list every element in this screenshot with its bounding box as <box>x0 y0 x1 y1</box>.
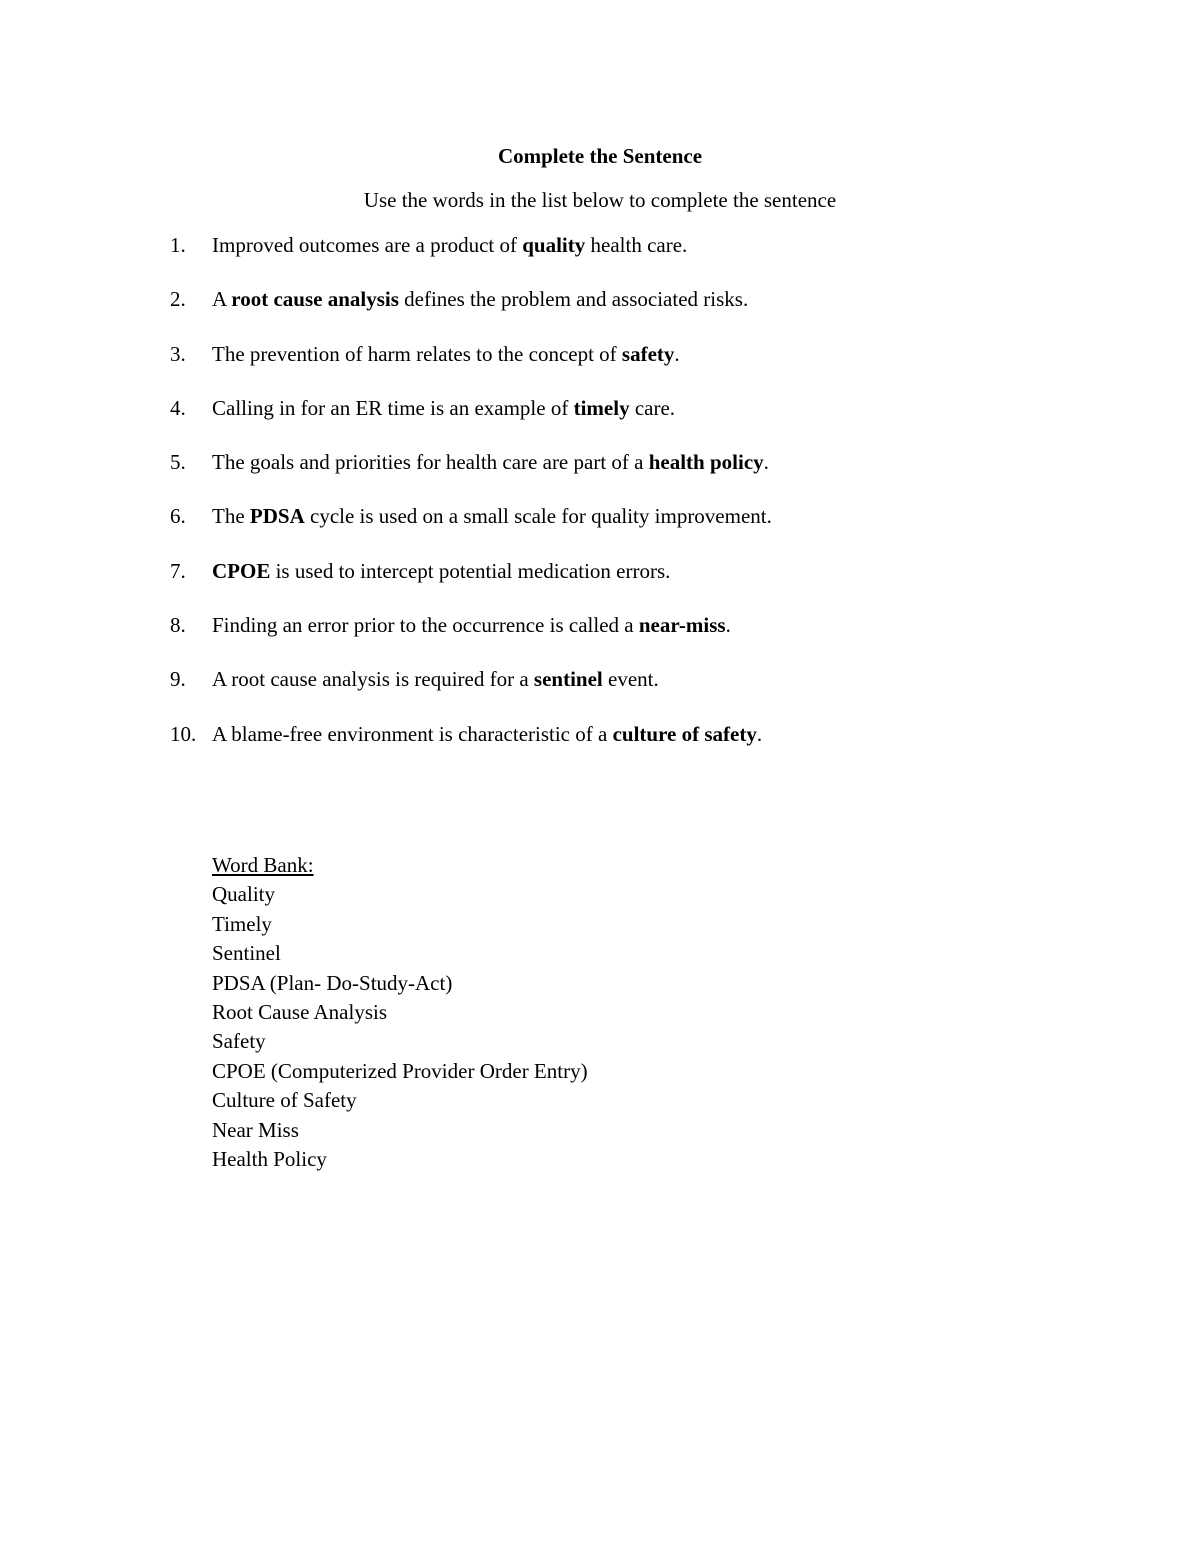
question-number: 3. <box>170 341 186 366</box>
question-text <box>212 449 769 475</box>
word-bank-item: PDSA (Plan- Do-Study-Act) <box>212 970 453 995</box>
question-text-after: defines the problem and associated risks. <box>398 287 749 312</box>
question-text-after: care. <box>629 395 676 420</box>
answer-term: sentinel <box>533 667 603 692</box>
question-text-after: event. <box>602 667 659 692</box>
question-item <box>170 449 1070 503</box>
question-item <box>170 232 1070 286</box>
question-text-before: Improved outcomes are a product of <box>212 233 523 257</box>
question-item <box>170 721 1070 775</box>
word-bank-item: CPOE (Computerized Provider Order Entry) <box>212 1058 588 1083</box>
instructions: Use the words in the list below to complete the sentence <box>363 188 837 212</box>
question-text-after: health care. <box>585 233 688 257</box>
answer-term: near-miss <box>638 613 726 638</box>
question-text <box>212 666 659 692</box>
question-text-after: . <box>756 721 763 746</box>
question-list <box>170 232 1070 775</box>
question-number: 2. <box>170 287 186 312</box>
question-item <box>170 341 1070 395</box>
question-text-before: The prevention of harm relates to the concept of <box>212 341 622 366</box>
word-bank-item: Quality <box>212 882 275 907</box>
question-text-after: is used to intercept potential medication errors. <box>270 558 671 583</box>
question-number: 10. <box>170 721 197 746</box>
question-text <box>212 503 772 529</box>
answer-term: quality <box>522 233 586 257</box>
question-text <box>212 232 687 258</box>
question-text-after: . <box>763 450 769 475</box>
word-bank-item: Root Cause Analysis <box>212 1000 388 1025</box>
answer-term: root cause analysis <box>231 287 399 312</box>
answer-term: CPOE <box>212 558 271 583</box>
question-text-after: . <box>674 341 680 366</box>
question-item <box>170 286 1070 340</box>
question-number: 1. <box>170 233 186 257</box>
answer-term: health policy <box>648 450 764 475</box>
question-item <box>170 666 1070 720</box>
question-item <box>170 558 1070 612</box>
question-number: 7. <box>170 558 186 583</box>
question-text-before: Finding an error prior to the occurrence is called a <box>212 613 639 638</box>
question-number: 6. <box>170 504 186 529</box>
word-bank-item: Sentinel <box>212 941 281 966</box>
word-bank-item: Culture of Safety <box>212 1088 357 1113</box>
word-bank-item: Near Miss <box>212 1117 299 1142</box>
question-text-before: A blame-free environment is characteristic of a <box>212 721 613 746</box>
question-text-before: The goals and priorities for health care are part of a <box>212 450 649 475</box>
answer-term: safety <box>621 341 675 366</box>
word-bank-list <box>212 880 588 1174</box>
page-title: Complete the Sentence <box>497 144 703 168</box>
question-text <box>212 721 762 747</box>
question-item <box>170 612 1070 666</box>
answer-term: culture of safety <box>612 721 757 746</box>
question-text <box>212 558 670 584</box>
question-text <box>212 612 731 638</box>
question-text-before: Calling in for an ER time is an example of <box>212 395 574 420</box>
question-number: 4. <box>170 395 186 420</box>
word-bank-item: Health Policy <box>212 1147 327 1172</box>
answer-term: PDSA <box>249 504 305 529</box>
word-bank-heading: Word Bank: <box>212 853 314 877</box>
word-bank-item: Timely <box>212 911 272 936</box>
word-bank <box>212 851 588 1174</box>
word-bank-item: Safety <box>212 1029 266 1054</box>
question-text-before: The <box>212 504 250 529</box>
question-item <box>170 395 1070 449</box>
question-text <box>212 341 680 367</box>
question-number: 8. <box>170 613 186 638</box>
question-text-after: . <box>725 613 731 638</box>
answer-term: timely <box>573 395 630 420</box>
question-item <box>170 503 1070 557</box>
question-number: 9. <box>170 667 186 692</box>
question-number: 5. <box>170 450 186 475</box>
question-text-before: A <box>212 287 232 312</box>
question-text <box>212 286 748 312</box>
question-text <box>212 395 675 421</box>
question-text-after: cycle is used on a small scale for quality improvement. <box>304 504 772 529</box>
question-text-before: A root cause analysis is required for a <box>212 667 534 692</box>
